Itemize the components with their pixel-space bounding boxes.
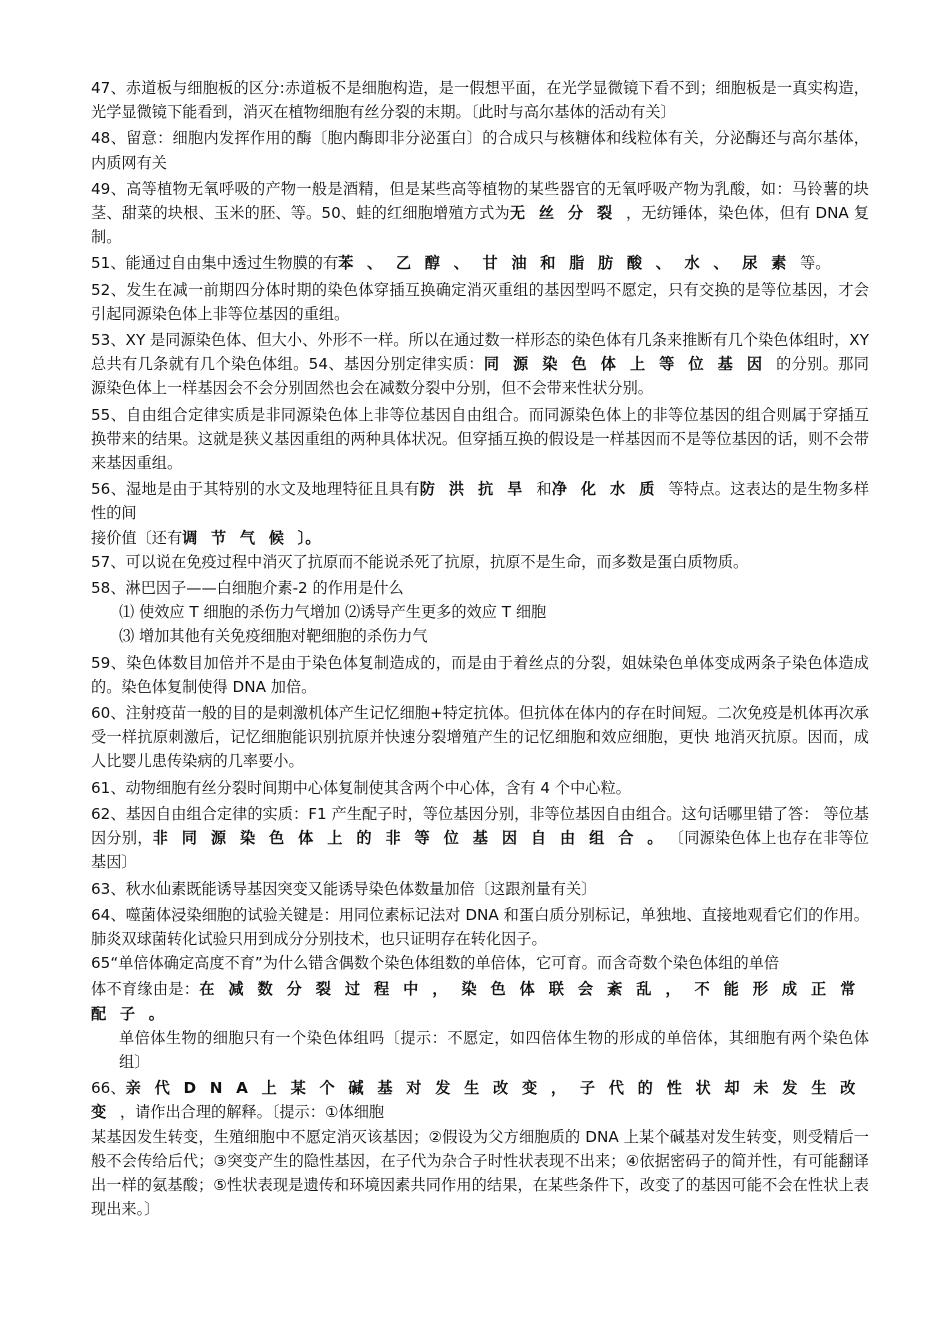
item-55: 55、自由组合定律实质是非同源染色体上非等位基因自由组合。而同源染色体上的非等位基因的组合则属于穿插互换带来的结果。这就是狭义基因重组的两种具体状况。但穿插互换的假设是一样基因而不是等位基因的话，则不会带来基因重组。 — [91, 405, 869, 473]
item-61: 61、动物细胞有丝分裂时间期中心体复制使其含两个中心体，含有 4 个中心粒。 — [91, 778, 631, 797]
item-58: 58、淋巴因子——白细胞介素-2 的作用是什么 — [91, 579, 404, 598]
item-65: 65“单倍体确定高度不育”为什么错含偶数个染色体组数的单倍体，它可育。而含奇数个染色体组的单倍 — [91, 954, 780, 973]
item-48: 48、留意：细胞内发挥作用的酶〔胞内酶即非分泌蛋白〕的合成只与核糖体和线粒体有关，分泌酶还与高尔基体，内质网有关 — [91, 129, 869, 172]
item-58-sub-1: ⑴ 使效应 T 细胞的杀伤力气增加 ⑵诱导产生更多的效应 T 细胞 — [119, 603, 547, 622]
item-58-sub-2: ⑶ 增加其他有关免疫细胞对靶细胞的杀伤力气 — [119, 627, 428, 646]
item-65-note: 单倍体生物的细胞只有一个染色体组吗〔提示：不愿定，如四倍体生物的形成的单倍体，其细胞有两个染色体组〕 — [119, 1028, 869, 1071]
item-57: 57、可以说在免疫过程中消灭了抗原而不能说杀死了抗原，抗原不是生命，而多数是蛋白质物质。 — [91, 552, 749, 571]
item-65-reason: 体不育缘由是：在减数分裂过程中，染色体联会紊乱，不能形成正常配子。 — [91, 980, 870, 1023]
item-49-50: 49、高等植物无氧呼吸的产物一般是酒精，但是某些高等植物的某些器官的无氧呼吸产物为乳酸，如：马铃薯的块茎、甜菜的块根、玉米的胚、等。50、蛙的红细胞增殖方式为无丝分裂，无纺锤体，染色体，但有 DNA 复制。 — [91, 179, 870, 247]
item-62: 62、基因自由组合定律的实质：F1 产生配子时，等位基因分别，非等位基因自由组合。这句话哪里错了答： 等位基因分别，非同源染色体上的非等位基因自由组合。〔同源染色体上也存在非等位基因〕 — [91, 804, 869, 872]
item-66: 66、亲代DNA上某个碱基对发生改变，子代的性状却未发生改变，请作出合理的解释。〔提示：①体细胞 — [91, 1079, 869, 1122]
item-56-cont: 接价值〔还有调节气候〕。 — [91, 528, 321, 547]
document-page — [91, 76, 869, 1221]
item-63: 63、秋水仙素既能诱导基因突变又能诱导染色体数量加倍〔这跟剂量有关〕 — [91, 879, 597, 898]
item-52: 52、发生在减一前期四分体时期的染色体穿插互换确定消灭重组的基因型吗不愿定，只有交换的是等位基因，才会引起同源染色体上非等位基因的重组。 — [91, 280, 869, 323]
item-51: 51、能通过自由集中透过生物膜的有苯、乙醇、甘油和脂肪酸、水、尿素等。 — [91, 254, 831, 273]
item-56: 56、湿地是由于其特别的水文及地理特征且具有防洪抗旱和净化水质等特点。这表达的是生物多样性的间 — [91, 480, 870, 523]
item-64: 64、噬菌体浸染细胞的试验关键是：用同位素标记法对 DNA 和蛋白质分别标记，单独地、直接地观看它们的作用。肺炎双球菌转化试验只用到成分分别技术，也只证明存在转化因子。 — [91, 905, 869, 948]
item-66-hint: 某基因发生转变，生殖细胞中不愿定消灭该基因；②假设为父方细胞质的 DNA 上某个碱基对发生转变，则受精后一般不会传给后代；③突变产生的隐性基因，在子代为杂合子时性状表现不出来；④依据密码子的简并性，有可能翻译出一样的氨基酸；⑤性状表现是遗传和环境因素共同作用的结果，在某些条件下，改变了的基因可能不会在性状上表现出来。〕 — [91, 1127, 869, 1219]
item-60: 60、注射疫苗一般的目的是刺激机体产生记忆细胞+特定抗体。但抗体在体内的存在时间短。二次免疫是机体再次承受一样抗原刺激后，记忆细胞能识别抗原并快速分裂增殖产生的记忆细胞和效应细胞，更快 地消灭抗原。因而，成人比婴儿患传染病的几率要小。 — [91, 704, 869, 771]
item-53-54: 53、XY 是同源染色体、但大小、外形不一样。所以在通过数一样形态的染色体有几条来推断有几个染色体组时，XY 总共有几条就有几个染色体组。54、基因分别定律实质：同源染色体上等位基因的分别。那同源染色体上一样基因会不会分别固然也会在减数分裂中分别，但不会带来性状分别。 — [91, 331, 869, 398]
item-59: 59、染色体数目加倍并不是由于染色体复制造成的，而是由于着丝点的分裂，姐妹染色单体变成两条子染色体造成的。染色体复制使得 DNA 加倍。 — [91, 653, 869, 696]
item-47: 47、赤道板与细胞板的区分:赤道板不是细胞构造，是一假想平面，在光学显微镜下看不到；细胞板是一真实构造，光学显微镜下能看到，消灭在植物细胞有丝分裂的末期。〔此时与高尔基体的活动有关〕 — [91, 79, 869, 122]
